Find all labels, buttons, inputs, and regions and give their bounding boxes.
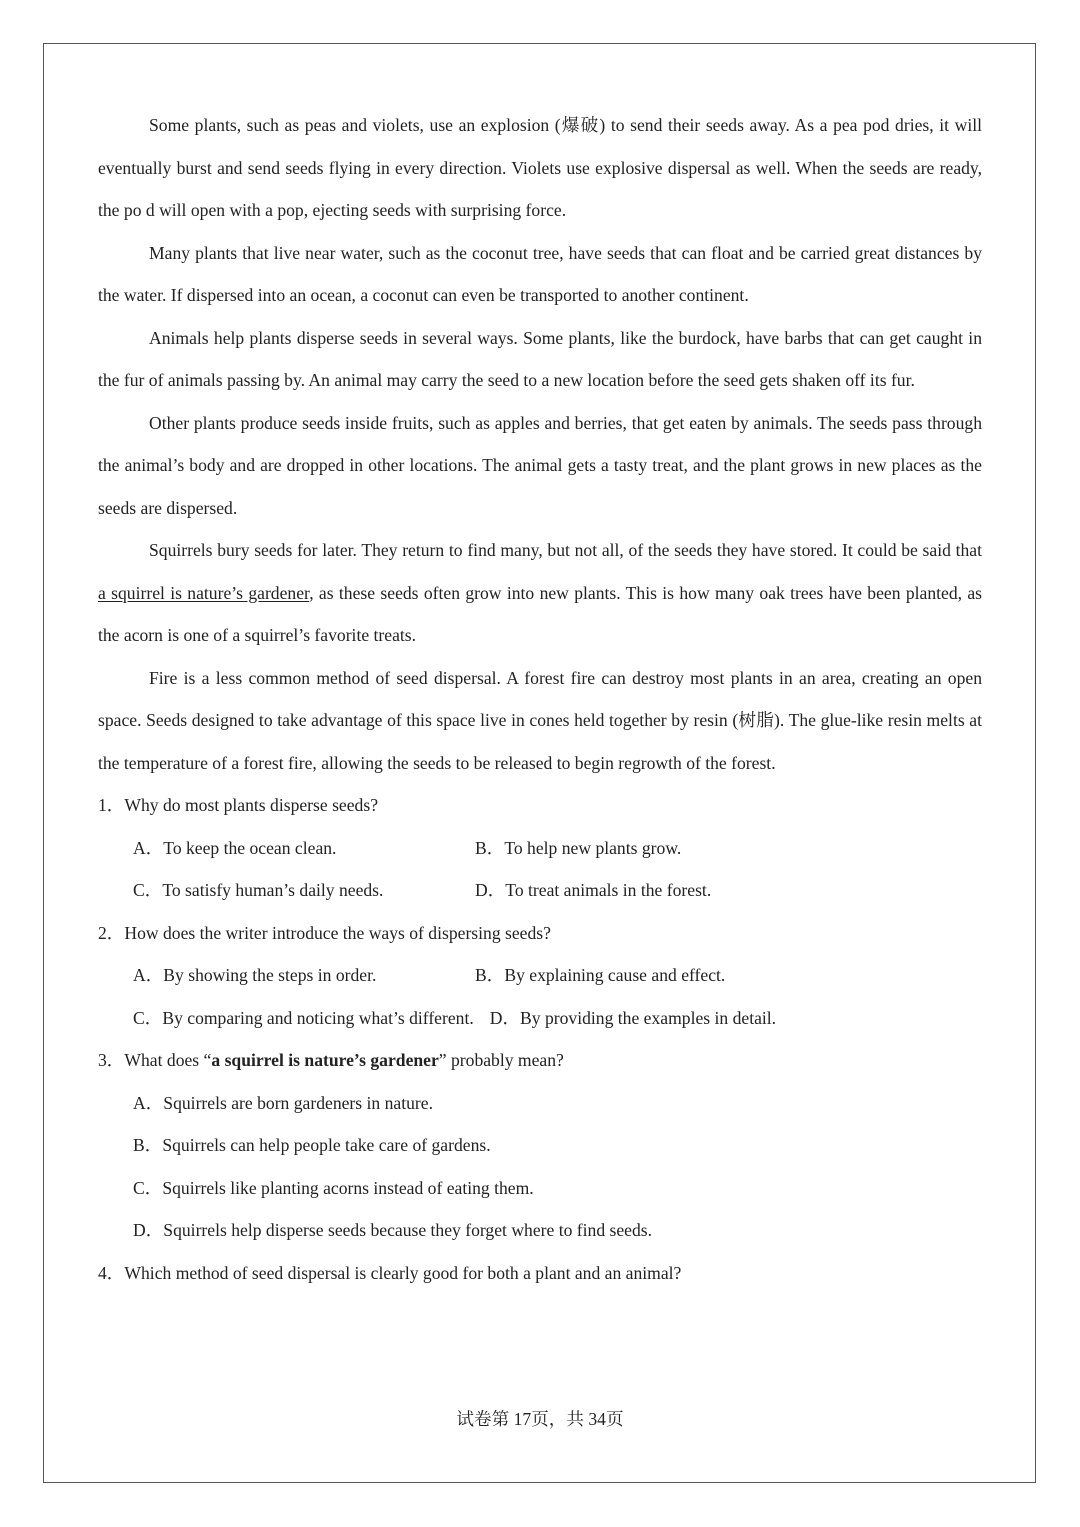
question-number: 4． (98, 1262, 125, 1283)
question-text: Why do most plants disperse seeds? (124, 795, 379, 815)
passage-paragraph-6: Fire is a less common method of seed dispersal. A forest fire can destroy most plants in an area, creating an open space. Seeds designed to take advantage of this space live in cones held together by resin (树脂). The glue-like resin melts at the temperature of a forest fire, allowing the seeds to be released to begin regrowth of the forest. (98, 667, 982, 773)
underlined-phrase: a squirrel is nature’s gardener (98, 582, 310, 603)
p5-text-after: , as these seeds often grow into new plants. This is how many oak trees have been planted, as the acorn is one of a squirrel’s favorite treats. (98, 582, 983, 645)
question-2-options-row-1 (98, 954, 982, 997)
option-c: C．By comparing and noticing what’s different. (133, 1007, 474, 1028)
question-1-options-row-2 (98, 869, 982, 912)
question-text: Which method of seed dispersal is clearly good for both a plant and an animal? (124, 1262, 682, 1283)
p5-text-before: Squirrels bury seeds for later. They return to find many, but not all, of the seeds they have stored. It could be said that (149, 540, 982, 560)
question-3 (98, 1039, 982, 1082)
option-a: A．By showing the steps in order. (133, 965, 377, 985)
question-2 (98, 912, 982, 955)
option-b: B．Squirrels can help people take care of gardens. (133, 1135, 491, 1155)
question-number: 1． (98, 795, 125, 815)
passage-paragraph-2: Many plants that live near water, such as the coconut tree, have seeds that can float and be carried great distances by the water. If dispersed into an ocean, a coconut can even be transported to another continent. (98, 242, 982, 305)
option-d: D．Squirrels help disperse seeds because they forget where to find seeds. (133, 1220, 653, 1240)
passage-paragraph-3: Animals help plants disperse seeds in several ways. Some plants, like the burdock, have barbs that can get caught in the fur of animals passing by. An animal may carry the seed to a new location before the seed gets shaken off its fur. (98, 327, 982, 390)
document-content (98, 104, 982, 1294)
option-d: D．To treat animals in the forest. (475, 880, 712, 900)
question-text-after: ” probably mean? (438, 1050, 564, 1070)
question-quoted-phrase: a squirrel is nature’s gardener (211, 1050, 439, 1070)
option-c: C．To satisfy human’s daily needs. (133, 880, 384, 900)
option-d: D．By providing the examples in detail. (489, 1007, 777, 1028)
option-b: B．To help new plants grow. (475, 837, 682, 858)
page-footer: 试卷第 17页，共 34页 (456, 1409, 624, 1429)
question-2-options-row-2 (98, 997, 982, 1040)
question-number: 2． (98, 922, 125, 943)
question-1-options-row-1 (98, 827, 982, 870)
question-4 (98, 1252, 982, 1295)
option-b: B．By explaining cause and effect. (475, 965, 726, 985)
question-text-before: What does “ (124, 1050, 212, 1070)
option-c: C．Squirrels like planting acorns instead of eating them. (133, 1177, 534, 1198)
passage-paragraph-4: Other plants produce seeds inside fruits, such as apples and berries, that get eaten by animals. The seeds pass through the animal’s body and are dropped in other locations. The animal gets a tasty treat, and the plant grows in new places as the seeds are dispersed. (98, 412, 982, 518)
passage-paragraph-1: Some plants, such as peas and violets, use an explosion (爆破) to send their seeds away. As a pea pod dries, it will eventually burst and send seeds flying in every direction. Violets use explosive dispersal as well. When the seeds are ready, the po d will open with a pop, ejecting seeds with surprising force. (98, 115, 982, 220)
option-a: A．To keep the ocean clean. (133, 837, 337, 858)
question-1 (98, 784, 982, 827)
question-text: How does the writer introduce the ways of dispersing seeds? (124, 922, 551, 943)
question-number: 3． (98, 1050, 125, 1070)
passage-paragraph-5 (98, 529, 982, 657)
option-a: A．Squirrels are born gardeners in nature. (133, 1092, 433, 1113)
